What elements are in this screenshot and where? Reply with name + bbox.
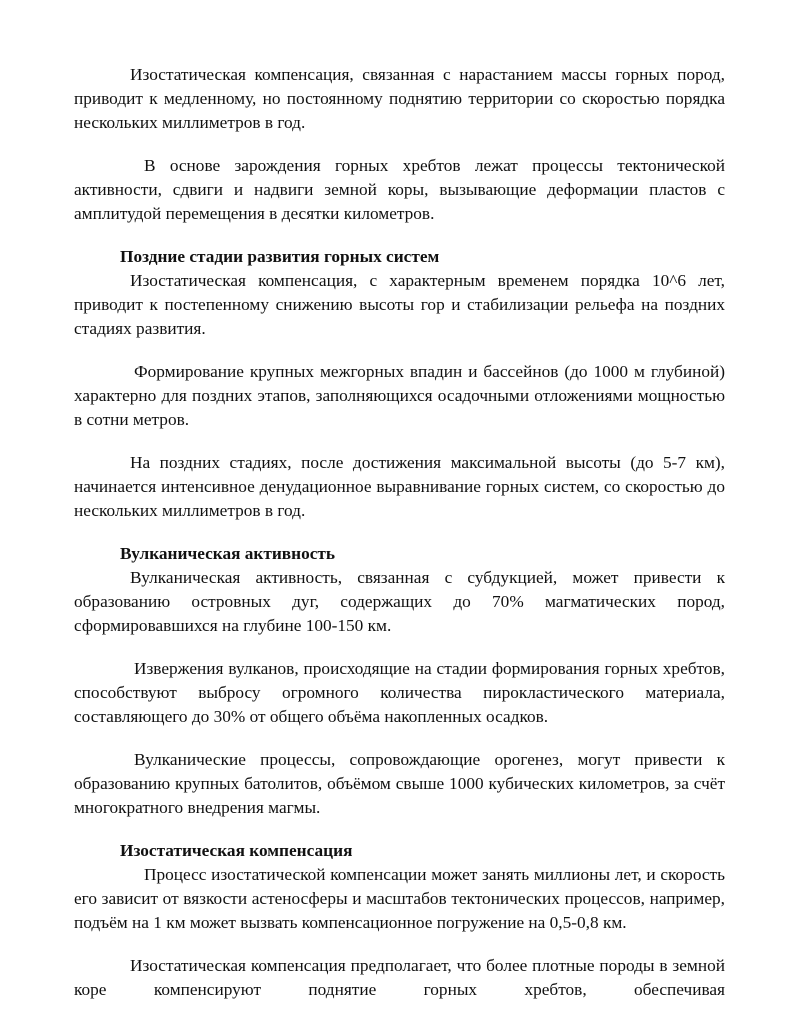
section-heading-isostatic: Изостатическая компенсация: [120, 841, 353, 860]
late-stages-paragraph-2: Формирование крупных межгорных впадин и бассейнов (до 1000 м глубиной) характерно для поздних этапов, заполняющихся осадочными отложениями мощностью в сотни метров.: [74, 362, 725, 429]
section-heading-late-stages: Поздние стадии развития горных систем: [120, 247, 440, 266]
isostatic-paragraph-1: Процесс изостатической компенсации может занять миллионы лет, и скорость его зависит от вязкости астеносферы и масштабов тектонических процессов, например, подъём на 1 км может вызвать компенсационное погружение на 0,5-0,8 км.: [74, 865, 725, 932]
late-stages-paragraph-3: На поздних стадиях, после достижения максимальной высоты (до 5-7 км), начинается интенсивное денудационное выравнивание горных систем, со скоростью до нескольких миллиметров в год.: [74, 453, 725, 520]
document-page: [74, 63, 725, 1002]
section-heading-volcanic: Вулканическая активность: [120, 544, 336, 563]
volcanic-paragraph-2: Извержения вулканов, происходящие на стадии формирования горных хребтов, способствуют выбросу огромного количества пирокластического материала, составляющего до 30% от общего объёма накопленных осадков.: [74, 659, 725, 726]
volcanic-paragraph-1: Вулканическая активность, связанная с субдукцией, может привести к образованию островных дуг, содержащих до 70% магматических пород, сформировавшихся на глубине 100-150 км.: [74, 568, 725, 635]
intro-paragraph-2: В основе зарождения горных хребтов лежат процессы тектонической активности, сдвиги и надвиги земной коры, вызывающие деформации пластов с амплитудой перемещения в десятки километров.: [74, 156, 725, 223]
volcanic-paragraph-3: Вулканические процессы, сопровождающие орогенез, могут привести к образованию крупных батолитов, объёмом свыше 1000 кубических километров, за счёт многократного внедрения магмы.: [74, 750, 725, 817]
intro-paragraph-1: Изостатическая компенсация, связанная с нарастанием массы горных пород, приводит к медленному, но постоянному поднятию территории со скоростью порядка нескольких миллиметров в год.: [74, 65, 725, 132]
late-stages-paragraph-1: Изостатическая компенсация, с характерным временем порядка 10^6 лет, приводит к постепенному снижению высоты гор и стабилизации рельефа на поздних стадиях развития.: [74, 271, 725, 338]
isostatic-paragraph-2: Изостатическая компенсация предполагает, что более плотные породы в земной коре компенсируют поднятие горных хребтов, обеспечивая: [74, 956, 725, 999]
